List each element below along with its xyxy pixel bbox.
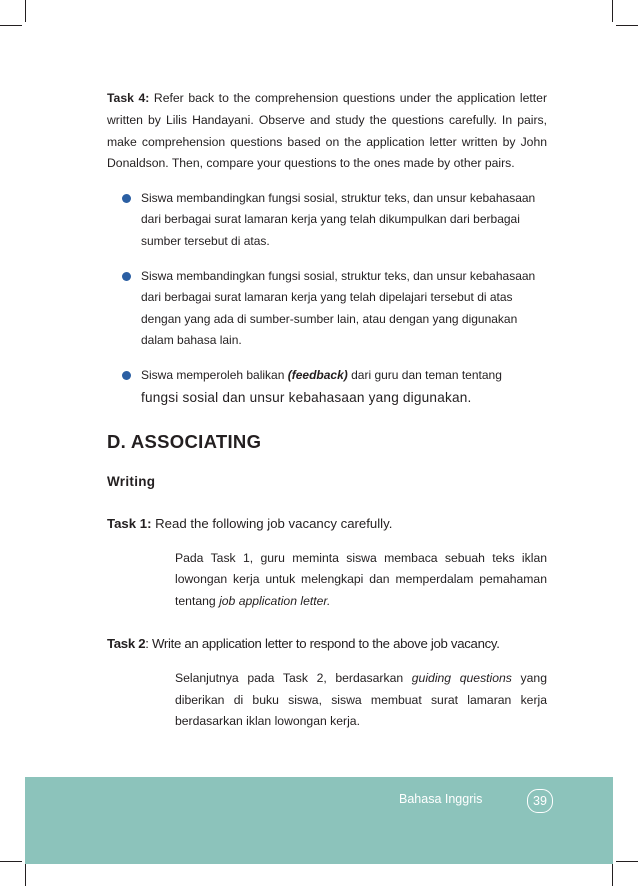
bullet-text-line2: fungsi sosial dan unsur kebahasaan yang digunakan. — [141, 389, 472, 405]
task-4-paragraph — [107, 88, 547, 175]
crop-mark — [0, 861, 22, 862]
footer-subject: Bahasa Inggris — [399, 792, 483, 806]
bullet-list — [107, 188, 547, 409]
crop-mark — [612, 864, 613, 886]
bullet-dot-icon — [122, 272, 131, 281]
crop-mark — [25, 864, 26, 886]
bullet-text: Siswa membandingkan fungsi sosial, struktur teks, dan unsur kebahasaan dari berbagai surat lamaran kerja yang telah dipelajari tersebut di atas dengan yang ada di sumber-sumber lain, atau dengan yang digunakan dalam bahasa lain. — [141, 269, 536, 347]
section-subtitle: Writing — [107, 473, 156, 489]
crop-mark — [25, 0, 26, 22]
task-2-label: Task 2 — [107, 636, 146, 652]
task-2-note — [175, 668, 547, 733]
page-number: 39 — [527, 789, 553, 813]
task-2-line — [107, 634, 547, 654]
task-1-note-emphasis: job application letter. — [219, 593, 331, 608]
section-title: D. ASSOCIATING — [107, 430, 262, 452]
list-item — [107, 266, 547, 351]
crop-mark — [616, 25, 638, 26]
task-1-label: Task 1: — [107, 515, 152, 531]
task-2-note-after: yang diberikan di buku siswa, siswa membuat surat lamaran kerja berdasarkan iklan lowongan kerja. — [175, 671, 547, 729]
crop-mark — [0, 25, 22, 26]
page-content — [107, 88, 547, 733]
bullet-text: Siswa membandingkan fungsi sosial, struktur teks, dan unsur kebahasaan dari berbagai surat lamaran kerja yang telah dikumpulkan dari berbagai sumber tersebut di atas. — [141, 191, 536, 248]
feedback-emphasis: (feedback) — [287, 368, 348, 383]
list-item — [107, 365, 547, 409]
task-1-note-text: Pada Task 1, guru meminta siswa membaca sebuah teks iklan lowongan kerja untuk melengkapi dan memperdalam pemahaman tentang — [175, 550, 547, 608]
task-4-label: Task 4: — [107, 91, 150, 105]
task-1-text: Read the following job vacancy carefully. — [151, 515, 393, 531]
bullet-dot-icon — [122, 194, 131, 203]
bullet-text-after: dari guru dan teman tentang — [347, 368, 502, 383]
task-4-text: Refer back to the comprehension questions under the application letter written by Lilis Handayani. Observe and study the questions carefully. In pairs, make comprehension questions based on the application letter written by John Donaldson. Then, compare your questions to the ones made by other pairs. — [107, 91, 547, 171]
bullet-text-before: Siswa memperoleh balikan — [141, 368, 288, 383]
crop-mark — [616, 861, 638, 862]
task-2-note-text: Selanjutnya pada Task 2, berdasarkan — [175, 671, 412, 686]
bullet-dot-icon — [122, 371, 131, 380]
task-1-note — [175, 548, 547, 613]
task-1-line — [107, 514, 547, 534]
footer-band — [25, 777, 613, 864]
task-2-note-emphasis: guiding questions — [411, 671, 512, 686]
list-item — [107, 188, 547, 252]
task-2-text: : Write an application letter to respond to the above job vacancy. — [145, 636, 500, 652]
crop-mark — [612, 0, 613, 22]
